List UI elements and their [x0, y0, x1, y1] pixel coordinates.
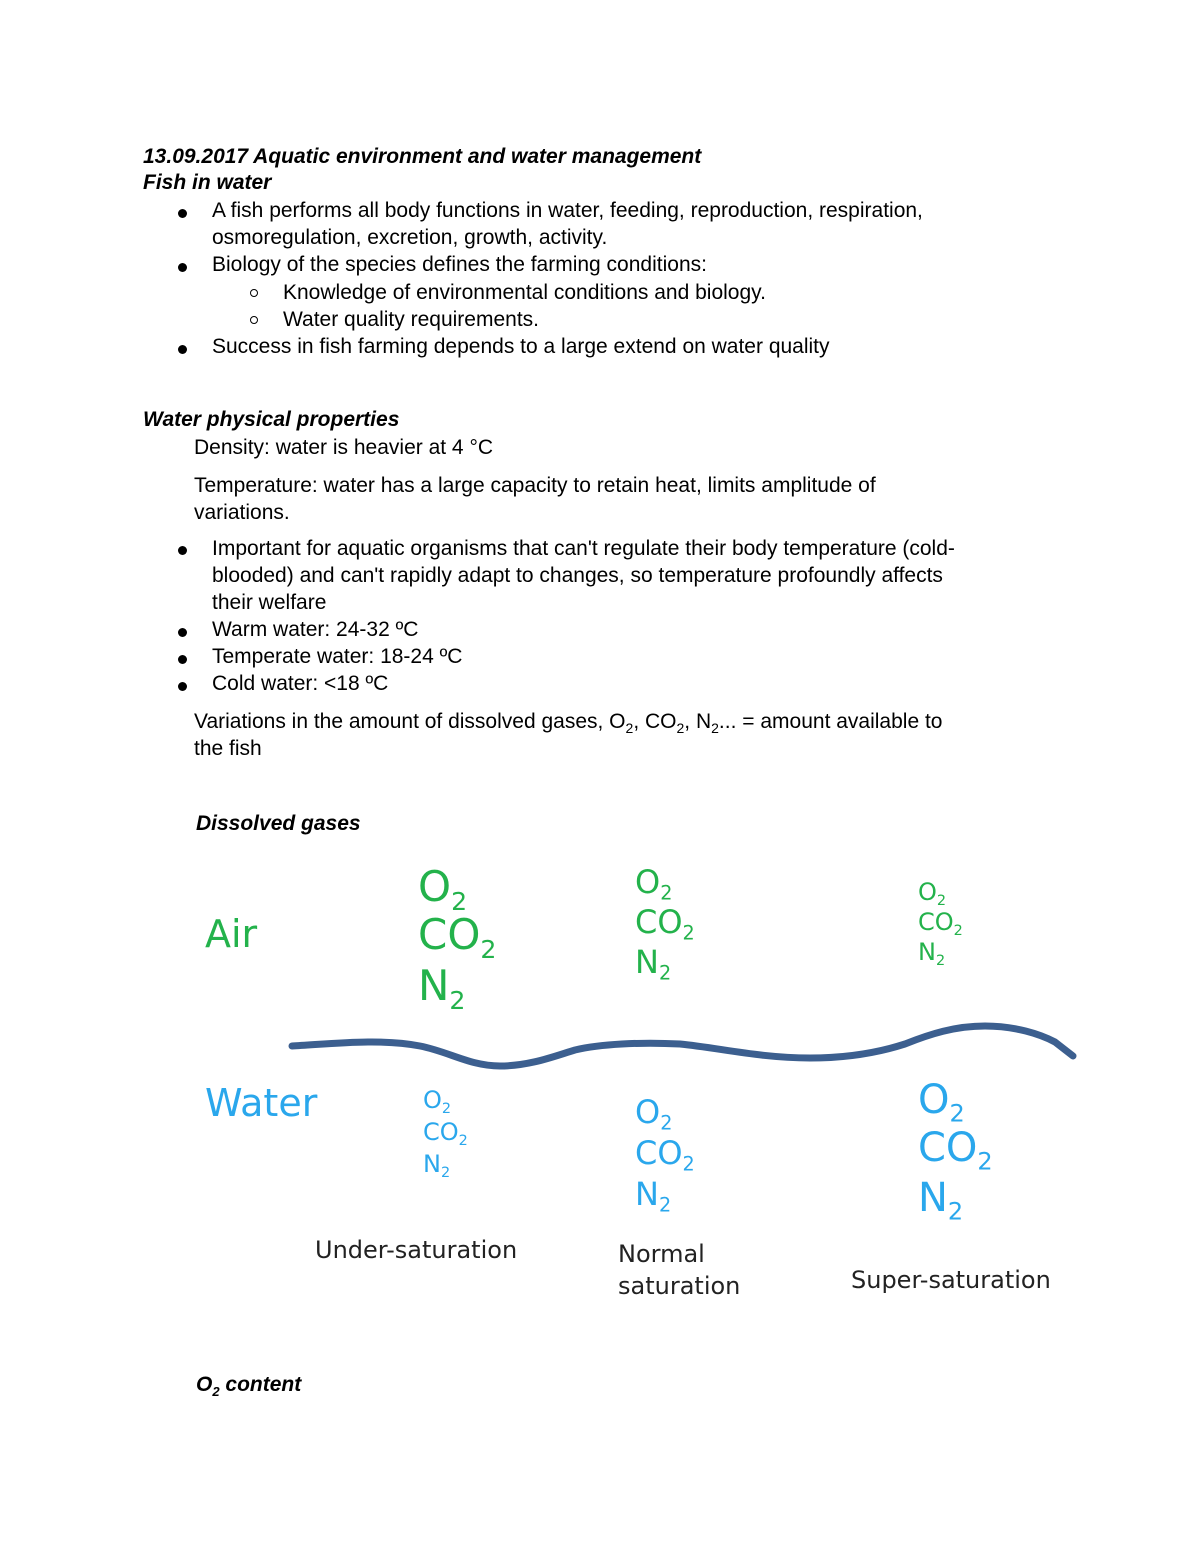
air-o2: $O_2$ [418, 862, 468, 916]
document-title: 13.09.2017 Aquatic environment and water management [143, 145, 702, 168]
list-item: Success in fish farming depends to a large extend on water quality [212, 335, 830, 358]
air-label: Air [205, 912, 258, 956]
normal-saturation-label-line2: saturation [618, 1272, 741, 1300]
list-item: A fish performs all body functions in water, feeding, reproduction, respiration, [212, 199, 923, 222]
variations-text-continuation: the fish [194, 737, 262, 760]
water-n2: $N_2$ [918, 1175, 964, 1226]
air-n2: $N_2$ [918, 938, 946, 970]
list-item-temperate-water: Temperate water: 18-24 ºC [212, 645, 463, 668]
temperature-text-continuation: variations. [194, 501, 290, 524]
air-co2: $CO_2$ [635, 903, 695, 945]
under-saturation-label: Under-saturation [315, 1236, 518, 1264]
air-o2: $O_2$ [635, 863, 673, 905]
section-heading-fish-in-water: Fish in water [143, 171, 272, 194]
sub-list-item: Water quality requirements. [283, 308, 539, 331]
air-co2: $CO_2$ [418, 910, 497, 964]
density-text: Density: water is heavier at 4 °C [194, 436, 494, 459]
list-item-cold-water: Cold water: <18 ºC [212, 672, 389, 695]
water-o2: $O_2$ [423, 1086, 452, 1118]
list-item-continuation: their welfare [212, 591, 327, 614]
air-co2: $CO_2$ [918, 908, 963, 940]
normal-saturation-label-line1: Normal [618, 1240, 705, 1268]
air-n2: $N_2$ [418, 961, 466, 1015]
super-saturation-label: Super-saturation [851, 1266, 1051, 1294]
list-item-warm-water: Warm water: 24-32 ºC [212, 618, 419, 641]
variations-text: Variations in the amount of dissolved gases, $O_2$, $CO_2$, $N_2$... = amount available to [194, 710, 943, 737]
water-co2: $CO_2$ [918, 1125, 993, 1176]
list-item: Important for aquatic organisms that can't regulate their body temperature (cold- [212, 537, 955, 560]
water-co2: $CO_2$ [635, 1134, 695, 1176]
water-co2: $CO_2$ [423, 1118, 468, 1150]
temperature-text: Temperature: water has a large capacity to retain heat, limits amplitude of [194, 474, 876, 497]
water-n2: $N_2$ [635, 1175, 672, 1217]
section-heading-physical-properties: Water physical properties [143, 408, 400, 431]
section-heading-o2-content: $O_2$ content [196, 1373, 302, 1400]
section-heading-dissolved-gases: Dissolved gases [196, 812, 361, 835]
list-item-continuation: osmoregulation, excretion, growth, activity. [212, 226, 608, 249]
air-n2: $N_2$ [635, 943, 672, 985]
sub-list-item: Knowledge of environmental conditions and biology. [283, 281, 766, 304]
water-o2: $O_2$ [635, 1093, 673, 1135]
water-label: Water [205, 1081, 318, 1125]
list-item: Biology of the species defines the farming conditions: [212, 253, 707, 276]
list-item-continuation: blooded) and can't rapidly adapt to changes, so temperature profoundly affects [212, 564, 943, 587]
air-o2: $O_2$ [918, 878, 947, 910]
water-n2: $N_2$ [423, 1150, 451, 1182]
water-o2: $O_2$ [918, 1077, 965, 1128]
